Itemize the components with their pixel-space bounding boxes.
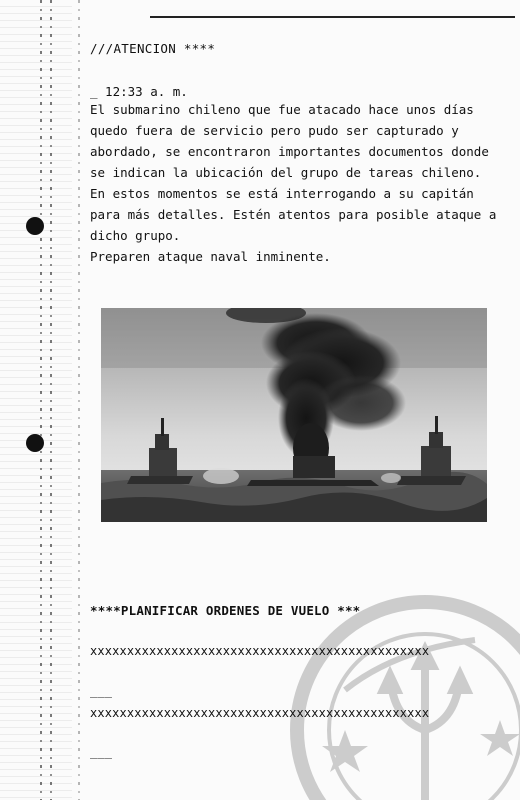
margin-line [40,0,42,800]
message-heading: ///ATENCION **** [90,41,216,56]
margin-line [78,0,80,800]
flight-order-line: xxxxxxxxxxxxxxxxxxxxxxxxxxxxxxxxxxxxxxxxxxxxxx [90,644,430,658]
flight-order-line: xxxxxxxxxxxxxxxxxxxxxxxxxxxxxxxxxxxxxxxxxxxxxx [90,706,430,720]
flight-order-line: ___ [90,684,113,698]
message-body [90,99,500,267]
message-body-text: El submarino chileno que fue atacado hace unos días quedo fuera de servicio pero pudo ser capturado y abordado, se encontraron importantes documentos donde se indican la ubicación del grupo de tareas chileno. En estos momentos se está interrogando a su capitán para más detalles. Estén atentos para posible ataque a dicho grupo. [90,102,497,243]
submarine-burning-image [101,308,487,522]
message-footer-text: Preparen ataque naval inminente. [90,249,331,264]
punch-hole-icon [26,434,44,452]
top-rule [150,16,515,18]
message-timestamp: _ 12:33 a. m. [90,84,188,99]
flight-orders-title: ****PLANIFICAR ORDENES DE VUELO *** [90,603,361,618]
margin-line [50,0,52,800]
margin-grime [0,0,72,800]
flight-order-line: ___ [90,745,113,759]
punch-hole-icon [26,217,44,235]
